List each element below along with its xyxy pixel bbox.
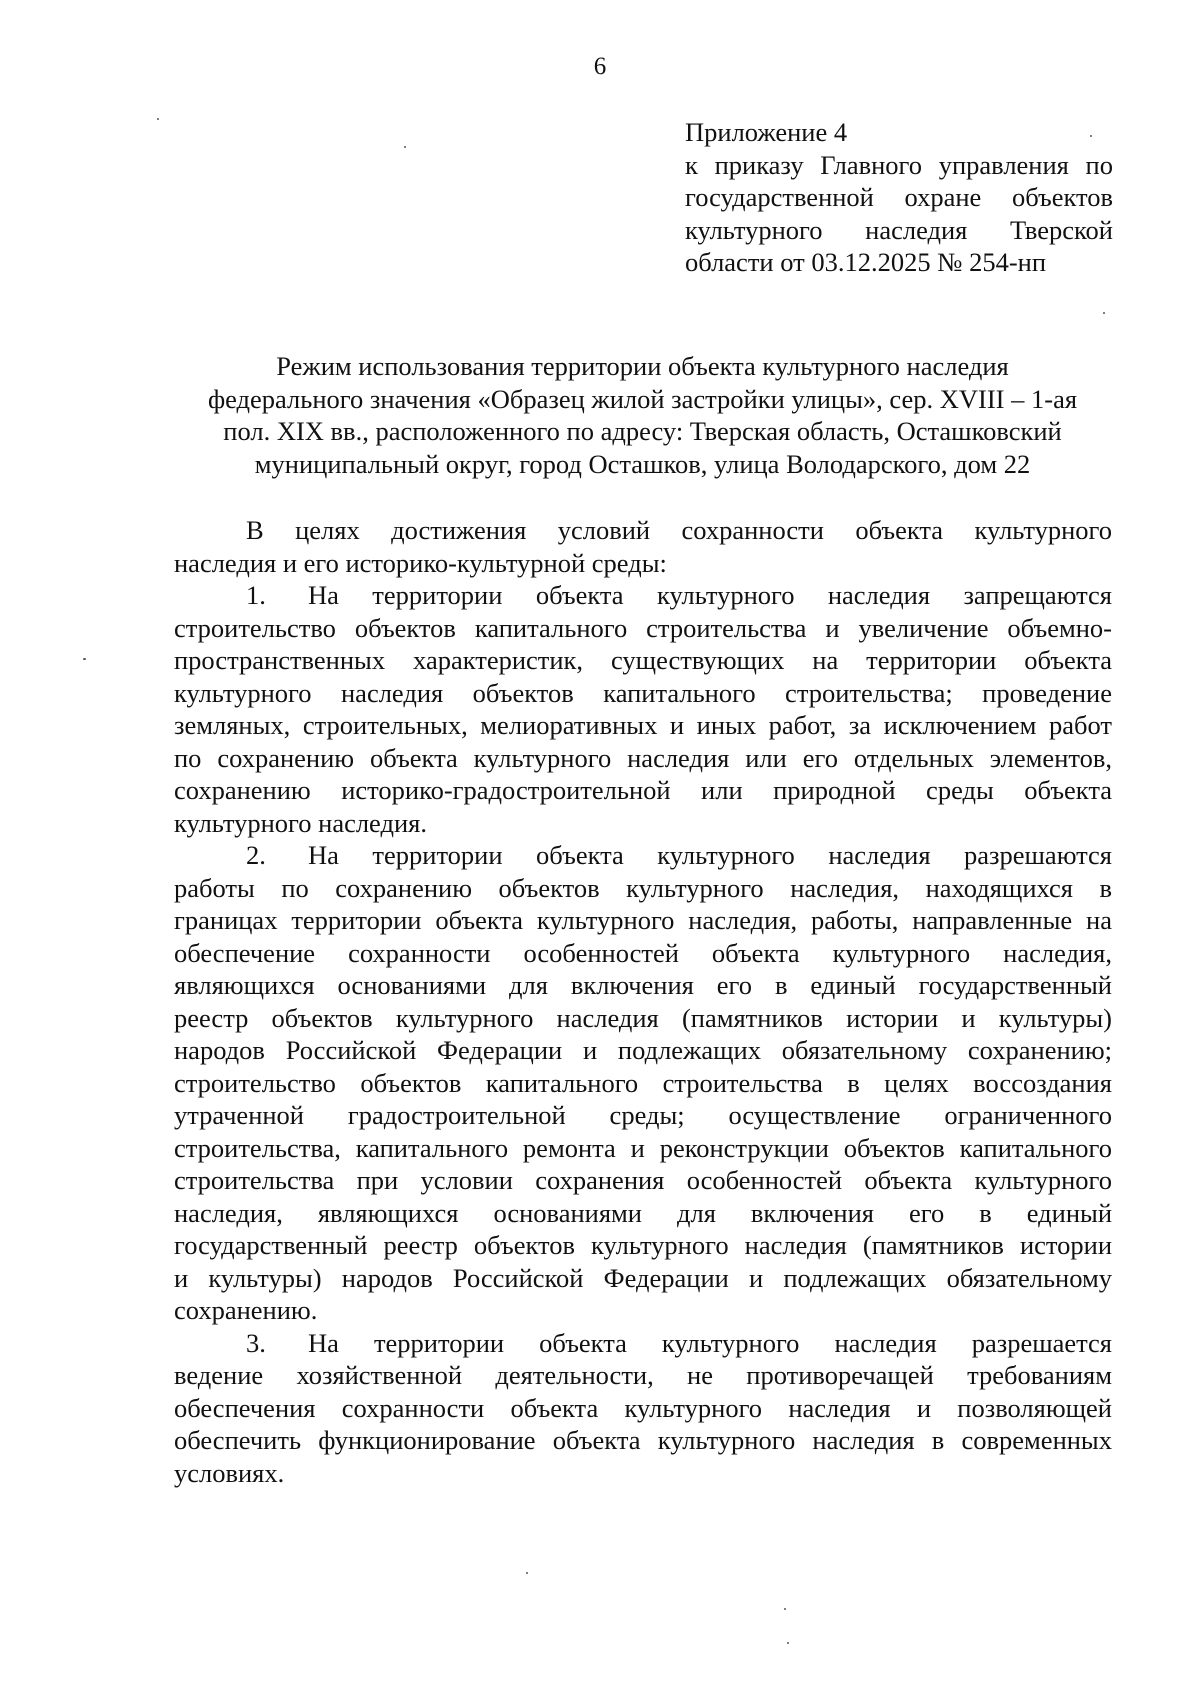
document-title bbox=[170, 350, 1115, 480]
scan-speck bbox=[1103, 312, 1105, 314]
title-line: муниципальный округ, город Осташков, улица Володарского, дом 22 bbox=[254, 448, 1031, 479]
paragraph-line: утраченной градостроительной среды; осуществление ограниченного bbox=[174, 1100, 1112, 1130]
paragraph-line: земляных, строительных, мелиоративных и иных работ, за исключением работ bbox=[174, 710, 1112, 740]
scan-speck bbox=[1090, 135, 1092, 137]
scan-speck bbox=[526, 1572, 528, 1574]
paragraph-line: обеспечение сохранности особенностей объекта культурного наследия, bbox=[174, 937, 1112, 968]
paragraph-line: сохранению. bbox=[174, 1295, 318, 1325]
paragraph-line: строительства при условии сохранения особенностей объекта культурного bbox=[174, 1165, 1112, 1195]
item-number: 1. bbox=[246, 580, 266, 610]
paragraph-line: сохранению историко-градостроительной или природной среды объекта bbox=[174, 775, 1112, 805]
item-first-line bbox=[174, 1327, 1112, 1360]
title-line: пол. XIX вв., расположенного по адресу: Тверская область, Осташковский bbox=[223, 416, 1062, 446]
appendix-header bbox=[685, 116, 1113, 279]
list-item-1 bbox=[174, 579, 1112, 839]
paragraph-line: народов Российской Федерации и подлежащих обязательному сохранению; bbox=[174, 1035, 1112, 1065]
paragraph-line: строительства, капитального ремонта и реконструкции объектов капитального bbox=[174, 1132, 1112, 1163]
intro-paragraph bbox=[174, 514, 1112, 579]
item-first-line-text: На территории объекта культурного наследия разрешаются bbox=[308, 840, 1112, 870]
paragraph-line: и культуры) народов Российской Федерации и подлежащих обязательному bbox=[174, 1262, 1112, 1293]
page-number: 6 bbox=[593, 53, 607, 80]
appendix-line: государственной охране объектов bbox=[685, 182, 1113, 212]
paragraph-line: строительство объектов капитального строительства и увеличение объемно- bbox=[174, 612, 1112, 643]
scan-speck bbox=[784, 1608, 786, 1610]
scan-speck bbox=[404, 146, 406, 148]
item-number: 2. bbox=[246, 840, 266, 870]
paragraph-line: строительство объектов капитального строительства в целях воссоздания bbox=[174, 1067, 1112, 1098]
list-item-2 bbox=[174, 839, 1112, 1327]
paragraph-line: наследия, являющихся основаниями для включения его в единый bbox=[174, 1197, 1112, 1228]
appendix-line: области от 03.12.2025 № 254-нп bbox=[685, 247, 1047, 277]
paragraph-line: являющихся основаниями для включения его в единый государственный bbox=[174, 970, 1112, 1000]
paragraph-line: государственный реестр объектов культурного наследия (памятников истории bbox=[174, 1230, 1112, 1260]
paragraph-line: культурного наследия объектов капитального строительства; проведение bbox=[174, 677, 1112, 708]
paragraph-line: В целях достижения условий сохранности объекта культурного bbox=[246, 515, 1112, 545]
paragraph-line: пространственных характеристик, существующих на территории объекта bbox=[174, 645, 1112, 675]
appendix-line: Приложение 4 bbox=[685, 117, 848, 147]
appendix-line: к приказу Главного управления по bbox=[685, 149, 1113, 180]
paragraph-line: по сохранению объекта культурного наследия или его отдельных элементов, bbox=[174, 742, 1112, 773]
scan-speck bbox=[83, 658, 86, 660]
item-first-line bbox=[174, 579, 1112, 612]
paragraph-line: условиях. bbox=[174, 1457, 285, 1488]
paragraph-line: обеспечения сохранности объекта культурного наследия и позволяющей bbox=[174, 1392, 1112, 1423]
paragraph-line: реестр объектов культурного наследия (памятников истории и культуры) bbox=[174, 1002, 1112, 1033]
item-first-line bbox=[174, 839, 1112, 872]
paragraph-line: культурного наследия. bbox=[174, 807, 427, 838]
document-body bbox=[174, 514, 1112, 1489]
title-line: федерального значения «Образец жилой застройки улицы», сер. XVIII – 1-ая bbox=[207, 383, 1078, 414]
appendix-line: культурного наследия Тверской bbox=[685, 214, 1113, 245]
item-number: 3. bbox=[246, 1327, 266, 1358]
item-first-line-text: На территории объекта культурного наследия запрещаются bbox=[308, 580, 1112, 610]
paragraph-line: работы по сохранению объектов культурного наследия, находящихся в bbox=[174, 872, 1112, 903]
paragraph-line: обеспечить функционирование объекта культурного наследия в современных bbox=[174, 1425, 1112, 1455]
paragraph-line: ведение хозяйственной деятельности, не противоречащей требованиям bbox=[174, 1360, 1112, 1390]
paragraph-line: наследия и его историко-культурной среды: bbox=[174, 547, 667, 578]
paragraph-line: границах территории объекта культурного наследия, работы, направленные на bbox=[174, 905, 1112, 935]
title-line: Режим использования территории объекта культурного наследия bbox=[276, 351, 1009, 381]
scan-speck bbox=[787, 1642, 789, 1644]
list-item-3 bbox=[174, 1327, 1112, 1490]
item-first-line-text: На территории объекта культурного наследия разрешается bbox=[308, 1327, 1112, 1358]
scan-speck bbox=[157, 118, 159, 120]
